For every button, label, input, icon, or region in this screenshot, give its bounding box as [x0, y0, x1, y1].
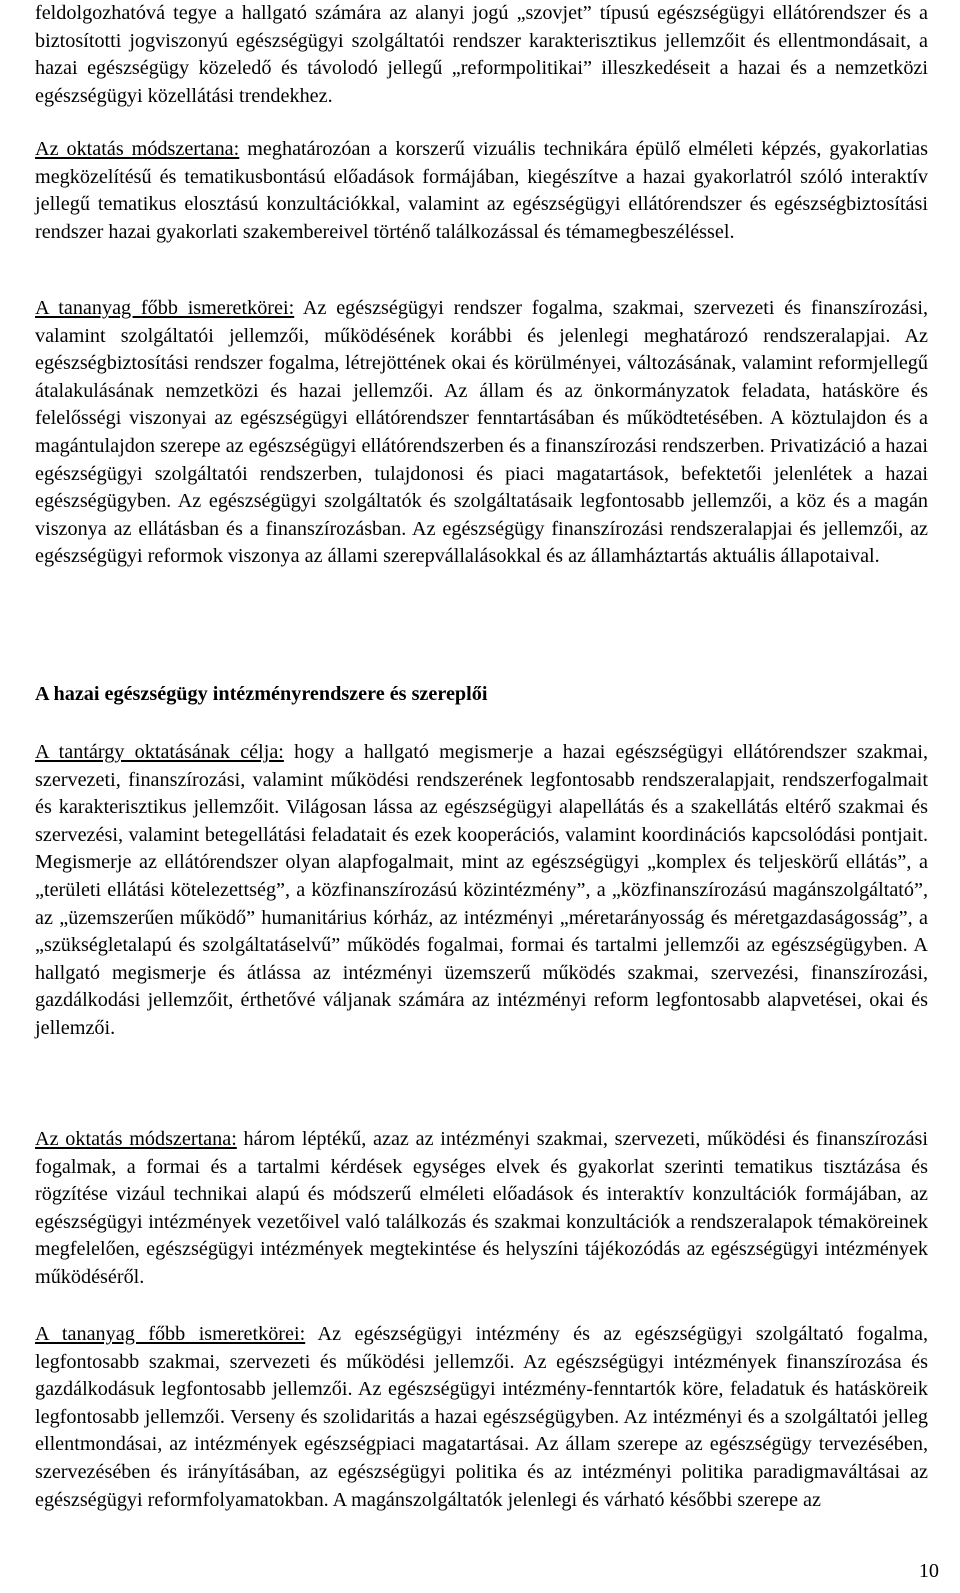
topics-paragraph-2: [35, 1321, 928, 1514]
topics-label-1: A tananyag főbb ismeretkörei:: [35, 297, 295, 319]
method-paragraph-1: [35, 136, 928, 246]
method-label-1: Az oktatás módszertana:: [35, 138, 240, 160]
method-text-1: meghatározóan a korszerű vizuális technikára épülő elméleti képzés, gyakorlatias megközelítésű és tematikusbontású előadások formájában, kiegészítve a hazai gyakorlatról szóló interaktív jellegű tematikus elosztású konzultációkkal, valamint az egészségügyi ellátórendszer és egészségbiztosítási rendszer hazai gyakorlati szakembereivel történő találkozással és témamegbeszéléssel.: [35, 138, 929, 243]
intro-paragraph: feldolgozhatóvá tegye a hallgató számára az alanyi jogú „szovjet” típusú egészségügyi ellátórendszer és a biztosítotti jogviszonyú egészségügyi szolgáltatói rendszer karakterisztikus jellemzőit és ellentmondásait, a hazai egészségügy közeledő és távolodó jellegű „reformpolitikai” illeszkedéseit a hazai és a nemzetközi egészségügyi közellátási trendekhez.: [35, 2, 928, 107]
goal-paragraph: [35, 739, 928, 1043]
section-heading: A hazai egészségügy intézményrendszere és szereplői: [35, 683, 488, 705]
method-paragraph-2: [35, 1126, 928, 1292]
topics-text-1: Az egészségügyi rendszer fogalma, szakmai, szervezeti és finanszírozási, valamint szolgáltatói jellemzői, működésének korábbi és jelenlegi meghatározó rendszeralapjai. Az egészségbiztosítási rendszer fogalma, létrejöttének okai és körülményei, változásának, valamint reformjellegű átalakulásának nemzetközi és hazai jellemzői. Az állam és az önkormányzatok feladata, hatásköre és felelősségi viszonyai az egészségügyi ellátórendszer fenntartásában és működtetésében. A köztulajdon és a magántulajdon szerepe az egészségügyi ellátórendszerben és a finanszírozási rendszerben. Privatizáció a hazai egészségügyi szolgáltatói rendszerben, tulajdonosi és piaci magatartások, befektetői jelenlétek a hazai egészségügyben. Az egészségügyi szolgáltatók és szolgáltatásaik legfontosabb jellemzői, a köz és a magán viszonya az ellátásban és a finanszírozásban. Az egészségügy finanszírozási rendszeralapjai és jellemzői, az egészségügyi reformok viszonya az állami szerepvállalásokkal és az államháztartás aktuális állapotaival.: [35, 297, 928, 568]
method-label-2: Az oktatás módszertana:: [35, 1128, 237, 1150]
goal-label: A tantárgy oktatásának célja:: [35, 741, 284, 763]
topics-label-2: A tananyag főbb ismeretkörei:: [35, 1323, 306, 1345]
topics-paragraph-1: [35, 295, 928, 571]
topics-text-2: Az egészségügyi intézmény és az egészségügyi szolgáltató fogalma, legfontosabb szakmai, szervezeti és működési jellemzői. Az egészségügyi intézmények finanszírozása és gazdálkodásuk legfontosabb jellemzői. Az egészségügyi intézmény-fenntartók köre, feladatuk és hatásköreik legfontosabb jellemzői. Verseny és szolidaritás a hazai egészségügyben. Az intézményi és a szolgáltatói jelleg ellentmondásai, az intézmények egészségpiaci magatartásai. Az állam szerepe az egészségügy tervezésében, szervezésében és irányításában, az egészségügyi politika és az intézményi politika paradigmaváltásai az egészségügyi reformfolyamatokban. A magánszolgáltatók jelenlegi és várható későbbi szerepe az: [35, 1323, 928, 1511]
goal-text: hogy a hallgató megismerje a hazai egészségügyi ellátórendszer szakmai, szervezeti, finanszírozási, valamint működési rendszerének legfontosabb rendszeralapjait, rendszerfogalmait és karakterisztikus jellemzőit. Világosan lássa az egészségügyi alapellátás és a szakellátás eltérő szakmai és szervezési, valamint betegellátási feladatait és ezek kooperációs, valamint koordinációs kapcsolódási pontjait. Megismerje az ellátórendszer olyan alapfogalmait, mint az egészségügyi „komplex és teljeskörű ellátás”, a „területi ellátási kötelezettség”, a közfinanszírozású közintézmény”, a „közfinanszírozású magánszolgáltató”, az „üzemszerűen működő” humanitárius kórház, az intézményi „méretarányosság és méretgazdaságosság”, a „szükségletalapú és szolgáltatáselvű” működés fogalmai, formai és tartalmi jellemzői az egészségügyben. A hallgató megismerje és átlássa az intézményi üzemszerű működés szakmai, szervezési, finanszírozási, gazdálkodási jellemzőit, érthetővé váljanak számára az intézményi reform legfontosabb alapvetései, okai és jellemzői.: [35, 741, 928, 1039]
method-text-2: három léptékű, azaz az intézményi szakmai, szervezeti, működési és finanszírozási fogalmak, a formai és a tartalmi kérdések egységes elvek és gyakorlat szerinti tematikus tisztázása és rögzítése vizául technikai alapú és módszerű elméleti előadások és interaktív konzultációk formájában, az egészségügyi intézmények vezetőivel való találkozás és szakmai konzultációk a rendszeralapok témaköreinek megfelelően, egészségügyi intézmények megtekintése és helyszíni tájékozódás az egészségügyi intézmények működéséről.: [35, 1128, 928, 1288]
page-number: 10: [918, 1560, 939, 1582]
